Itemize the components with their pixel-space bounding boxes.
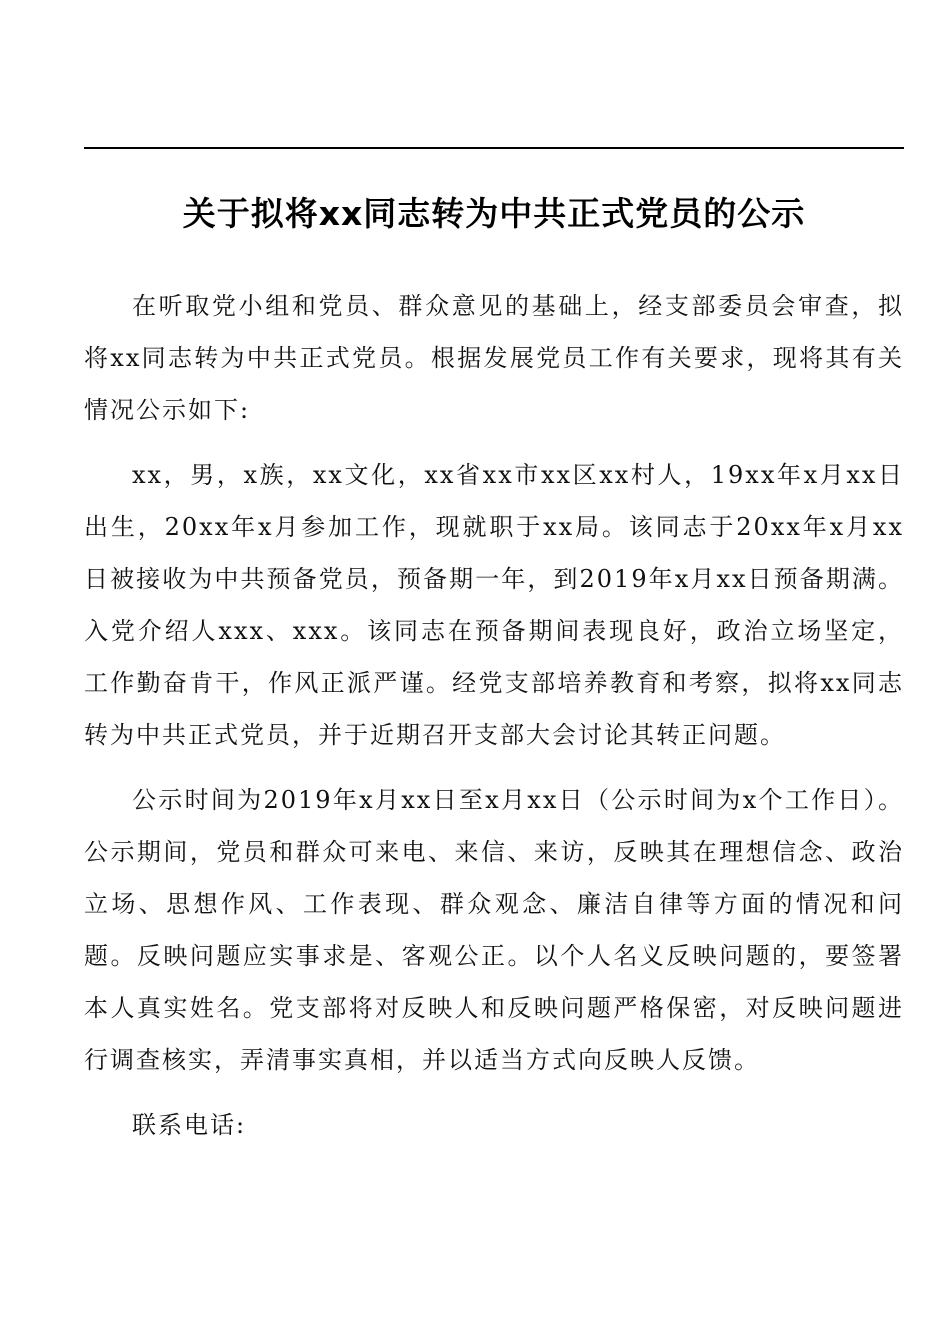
document-title: 关于拟将xx同志转为中共正式党员的公示 [182, 194, 806, 233]
paragraph-publicity-period: 公示时间为2019年x月xx日至x月xx日（公示时间为x个工作日）。公示期间，党员和群众可来电、来信、来访，反映其在理想信念、政治立场、思想作风、工作表现、群众观念、廉洁自律等方面的情况和问题。反映问题应实事求是、客观公正。以个人名义反映问题的，要签署本人真实姓名。党支部将对反映人和反映问题严格保密，对反映问题进行调查核实，弄清事实真相，并以适当方式向反映人反馈。 [84, 786, 904, 1074]
paragraph-contact-phone: 联系电话: [132, 1111, 247, 1139]
paragraph-intro: 在听取党小组和党员、群众意见的基础上，经支部委员会审查，拟将xx同志转为中共正式党员。根据发展党员工作有关要求，现将其有关情况公示如下: [84, 292, 904, 424]
header-rule [84, 147, 904, 149]
document-body [84, 280, 904, 1164]
paragraph-candidate-info: xx，男，x族，xx文化，xx省xx市xx区xx村人，19xx年x月xx日出生，20xx年x月参加工作，现就职于xx局。该同志于20xx年x月xx日被接收为中共预备党员，预备期一年，到2019年x月xx日预备期满。入党介绍人xxx、xxx。该同志在预备期间表现良好，政治立场坚定，工作勤奋肯干，作风正派严谨。经党支部培养教育和考察，拟将xx同志转为中共正式党员，并于近期召开支部大会讨论其转正问题。 [84, 461, 904, 749]
